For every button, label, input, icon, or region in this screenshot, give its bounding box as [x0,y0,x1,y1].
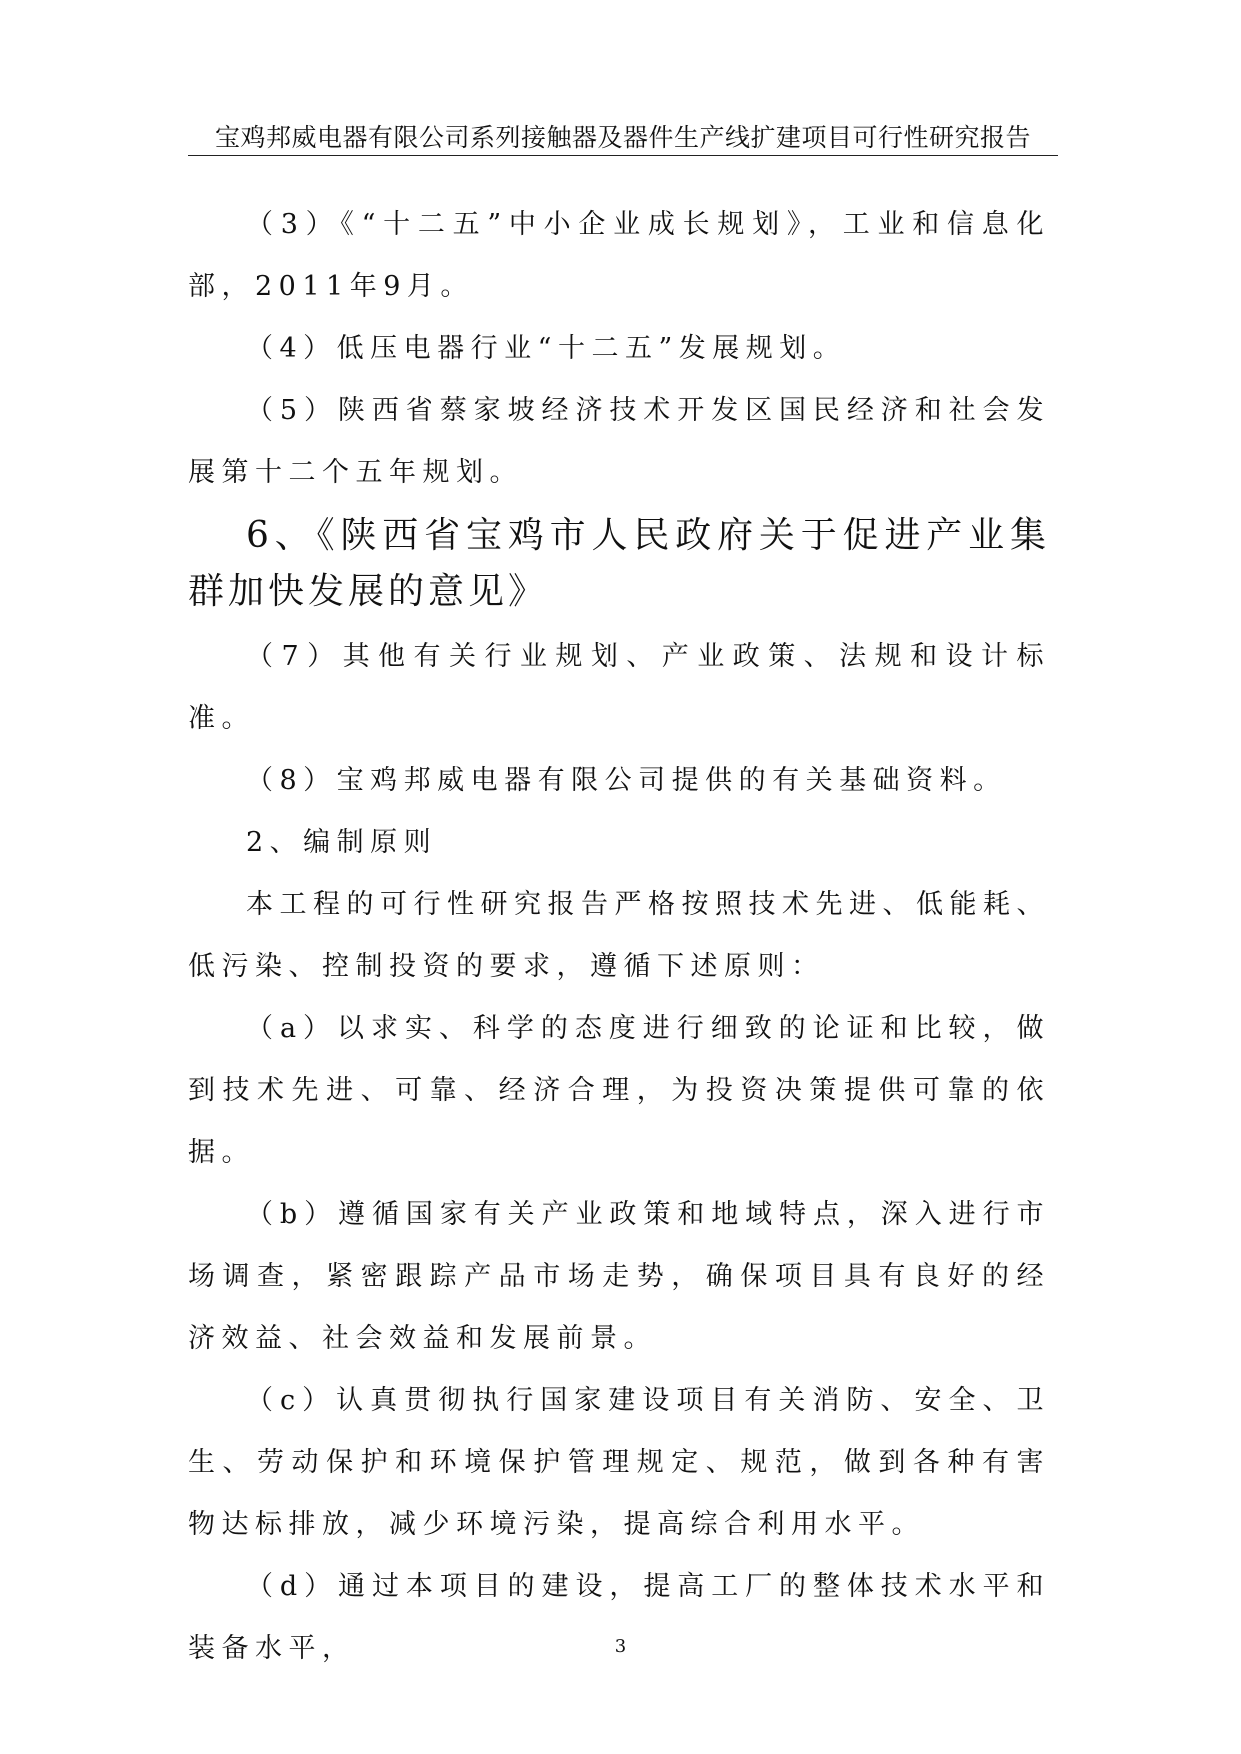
paragraph-ref-7: （7）其他有关行业规划、产业政策、法规和设计标准。 [188,641,1050,734]
paragraph-intro: 本工程的可行性研究报告严格按照技术先进、低能耗、低污染、控制投资的要求，遵循下述原则： [188,889,1050,982]
paragraph-ref-5: （5）陕西省蔡家坡经济技术开发区国民经济和社会发展第十二个五年规划。 [188,395,1050,488]
principle-b: （b）遵循国家有关产业政策和地域特点，深入进行市场调查，紧密跟踪产品市场走势，确保项目具有良好的经济效益、社会效益和发展前景。 [188,1199,1050,1354]
document-body [188,194,1050,1680]
principle-d: （d）通过本项目的建设，提高工厂的整体技术水平和装备水平， [188,1571,1050,1664]
paragraph-ref-3: （3）《“十二五”中小企业成长规划》，工业和信息化部，2011年9月。 [188,209,1050,302]
section-heading: 2、编制原则 [246,827,438,858]
running-header: 宝鸡邦威电器有限公司系列接触器及器件生产线扩建项目可行性研究报告 [214,123,1031,152]
principle-c: （c）认真贯彻执行国家建设项目有关消防、安全、卫生、劳动保护和环境保护管理规定、规范，做到各种有害物达标排放，减少环境污染，提高综合利用水平。 [188,1385,1050,1540]
paragraph-ref-8: （8）宝鸡邦威电器有限公司提供的有关基础资料。 [246,765,1007,796]
paragraph-ref-6: 6、《陕西省宝鸡市人民政府关于促进产业集群加快发展的意见》 [188,515,1050,612]
principle-a: （a）以求实、科学的态度进行细致的论证和比较，做到技术先进、可靠、经济合理，为投资决策提供可靠的依据。 [188,1013,1050,1168]
page-number: 3 [614,1636,627,1657]
paragraph-ref-4: （4）低压电器行业“十二五”发展规划。 [246,333,847,364]
header-divider [188,155,1058,156]
